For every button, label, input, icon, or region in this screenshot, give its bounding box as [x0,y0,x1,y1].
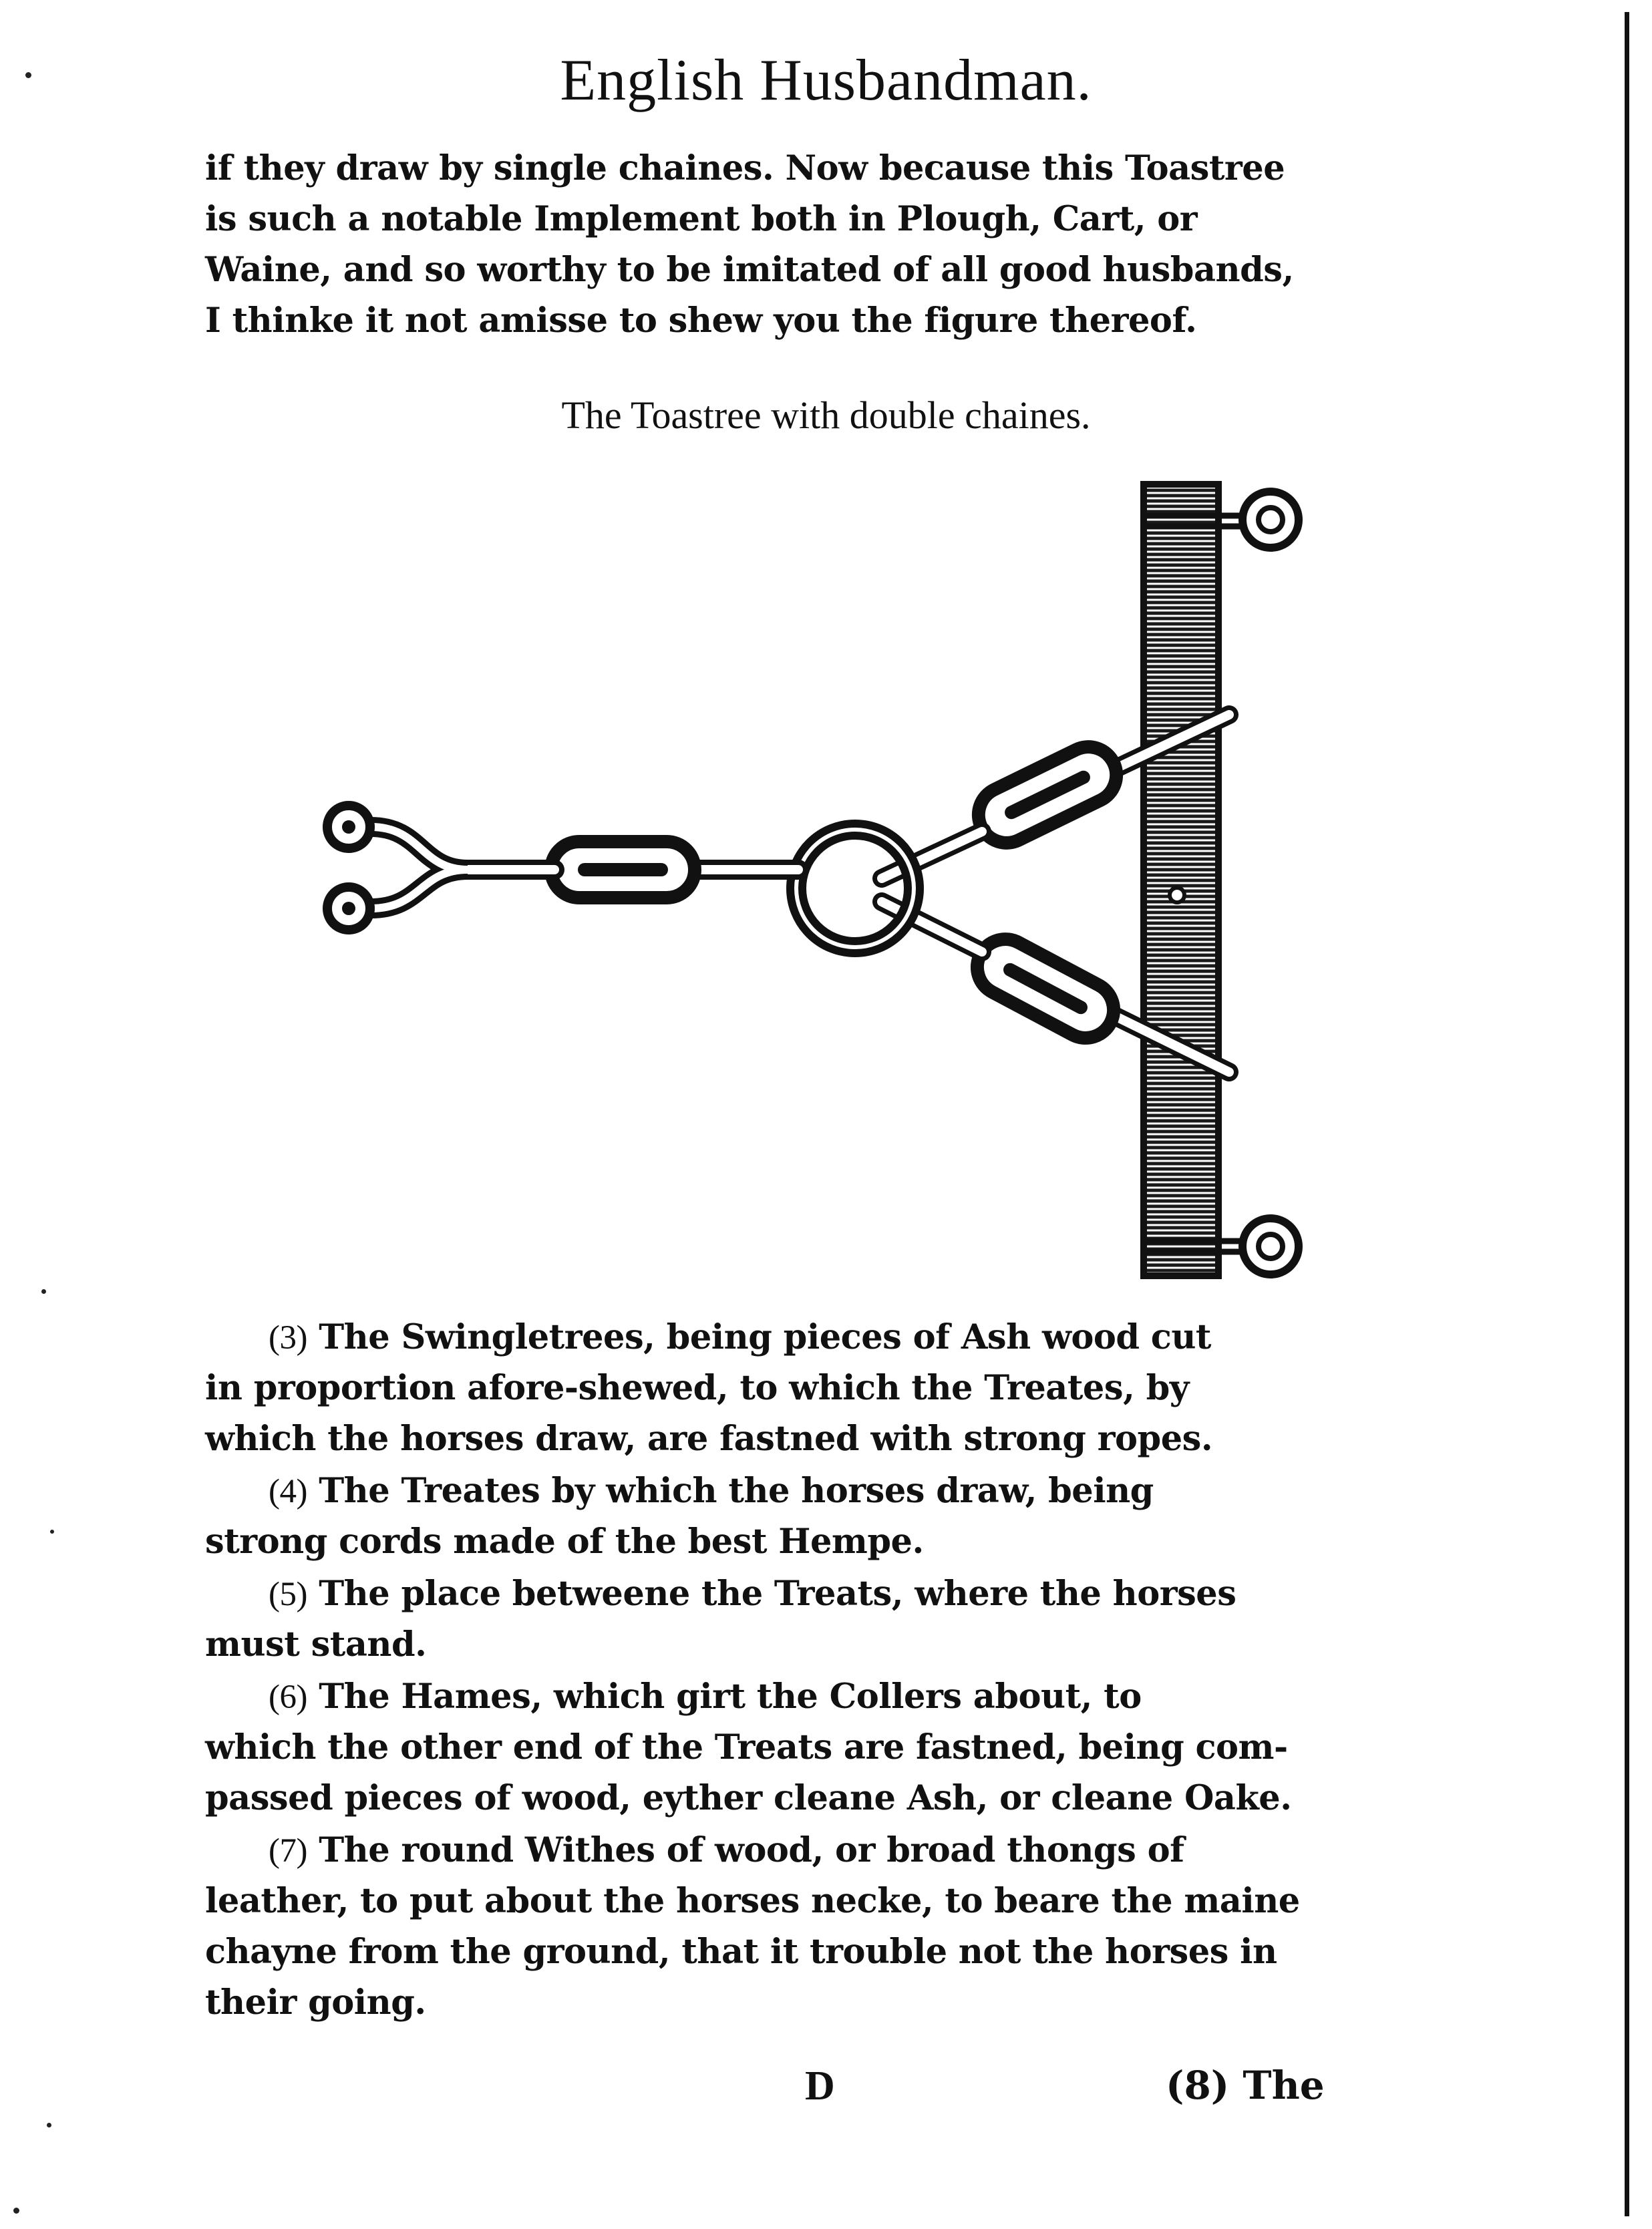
paragraph-line-1 [269,1317,1211,1357]
catchword: (8) The [1166,2063,1325,2108]
toastree-figure [200,461,1336,1289]
paragraph-line: their going. [205,1983,426,2023]
running-head: English Husbandman. [560,48,1092,113]
paragraph-line: which the other end of the Treats are fastned, being com- [205,1727,1288,1767]
paragraph-line: which the horses draw, are fastned with strong ropes. [205,1419,1213,1459]
intro-line: I thinke it not amisse to shew you the figure thereof. [205,301,1197,341]
paragraph-line: in proportion afore-shewed, to which the Treates, by [205,1368,1189,1408]
paragraph-number: (3) [269,1319,307,1357]
paragraph-number: (4) [269,1473,307,1510]
single-chain [468,842,798,898]
paragraph-number: (7) [269,1832,307,1870]
paragraph-line: strong cords made of the best Hempe. [205,1522,924,1562]
ink-speck [41,1289,46,1294]
paragraph-text: The round Withes of wood, or broad thongs of [319,1830,1184,1870]
paragraph-text: The place betweene the Treats, where the horses [319,1574,1236,1614]
signature-mark: D [805,2063,835,2109]
paragraph-text: The Treates by which the horses draw, being [319,1471,1154,1511]
paragraph-line: chayne from the ground, that it trouble not the horses in [205,1932,1277,1972]
central-ring [796,830,914,947]
ink-speck [50,1530,54,1534]
intro-line: is such a notable Implement both in Plough, Cart, or [205,199,1198,239]
page-edge-rule [1625,12,1629,2216]
paragraph-line: leather, to put about the horses necke, to beare the maine [205,1881,1300,1921]
paragraph-line-1 [269,1677,1142,1717]
paragraph-line-1 [269,1471,1154,1511]
paragraph-number: (6) [269,1679,307,1716]
paragraph-line: passed pieces of wood, eyther cleane Ash, or cleane Oake. [205,1778,1292,1818]
intro-line: if they draw by single chaines. Now because this Toastree [205,148,1285,188]
paragraph-text: The Hames, which girt the Collers about, to [319,1677,1142,1717]
paragraph-text: The Swingletrees, being pieces of Ash wood cut [319,1317,1211,1357]
figure-caption: The Toastree with double chaines. [561,393,1091,437]
swingletree-hooks [327,806,468,930]
paragraph-line-1 [269,1830,1184,1870]
toastree-bar [1144,484,1218,1276]
paragraph-line: must stand. [205,1624,427,1665]
intro-line: Waine, and so worthy to be imitated of all good husbands, [205,250,1294,290]
paragraph-number: (5) [269,1576,307,1613]
ink-speck [13,2208,19,2214]
ink-speck [47,2123,51,2127]
paragraph-line-1 [269,1574,1236,1614]
